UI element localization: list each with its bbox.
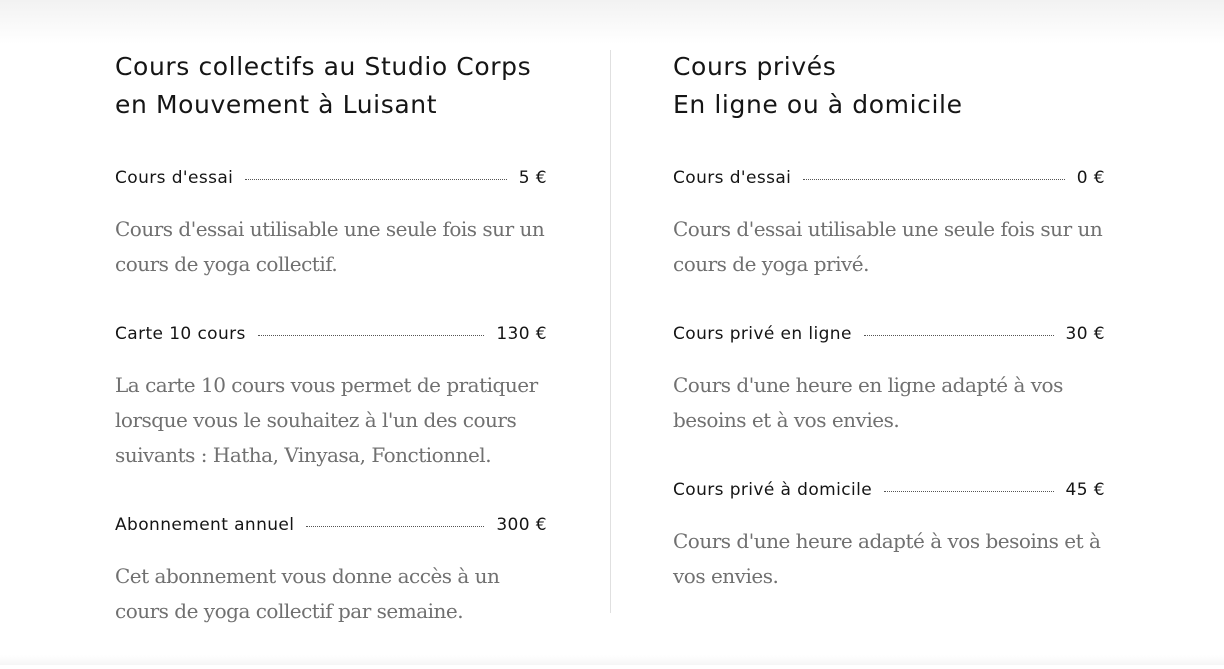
- item-description: Cours d'une heure adapté à vos besoins et à vos envies.: [673, 529, 1101, 588]
- item-price: 300 €: [496, 515, 547, 535]
- dotted-leader: [864, 335, 1054, 336]
- item-description: La carte 10 cours vous permet de pratiquer lorsque vous le souhaitez à l'un des cours suivants : Hatha, Vinyasa, Fonctionnel.: [115, 373, 538, 467]
- private-classes-title: [673, 48, 1105, 124]
- price-item-trial: [115, 166, 547, 282]
- private-classes-column: [673, 48, 1105, 634]
- item-price: 130 €: [496, 324, 547, 344]
- price-item-private-online: [673, 322, 1105, 438]
- price-item-annual: [115, 513, 547, 629]
- price-item-10-class-card: [115, 322, 547, 473]
- item-description: Cours d'une heure en ligne adapté à vos besoins et à vos envies.: [673, 373, 1063, 432]
- price-item-private-home: [673, 478, 1105, 594]
- dotted-leader: [803, 179, 1064, 180]
- dotted-leader: [306, 526, 484, 527]
- item-name: Cours privé en ligne: [673, 324, 852, 344]
- price-item-header: [115, 322, 547, 346]
- item-name: Abonnement annuel: [115, 515, 295, 535]
- group-classes-title: [115, 48, 547, 124]
- item-price: 45 €: [1065, 480, 1105, 500]
- price-item-header: [115, 166, 547, 190]
- column-divider: [610, 50, 611, 613]
- title-line: En ligne ou à domicile: [673, 90, 963, 119]
- price-item-header: [673, 478, 1105, 502]
- item-price: 0 €: [1076, 168, 1105, 188]
- price-item-trial: [673, 166, 1105, 282]
- item-name: Carte 10 cours: [115, 324, 246, 344]
- footer-shadow: [0, 655, 1224, 665]
- item-description: Cet abonnement vous donne accès à un cours de yoga collectif par semaine.: [115, 564, 500, 623]
- price-item-header: [115, 513, 547, 537]
- item-name: Cours privé à domicile: [673, 480, 873, 500]
- group-classes-column: [115, 48, 547, 669]
- dotted-leader: [258, 335, 485, 336]
- dotted-leader: [245, 179, 506, 180]
- price-list: [673, 166, 1105, 594]
- title-line: Cours privés: [673, 52, 837, 81]
- price-list: [115, 166, 547, 629]
- dotted-leader: [884, 491, 1053, 492]
- title-line: Cours collectifs au Studio Corps: [115, 52, 532, 81]
- price-item-header: [673, 322, 1105, 346]
- item-description: Cours d'essai utilisable une seule fois sur un cours de yoga collectif.: [115, 217, 545, 276]
- price-item-header: [673, 166, 1105, 190]
- item-description: Cours d'essai utilisable une seule fois sur un cours de yoga privé.: [673, 217, 1103, 276]
- item-price: 30 €: [1065, 324, 1105, 344]
- title-line: en Mouvement à Luisant: [115, 90, 438, 119]
- item-name: Cours d'essai: [673, 168, 792, 188]
- header-shadow: [0, 0, 1224, 44]
- item-name: Cours d'essai: [115, 168, 234, 188]
- item-price: 5 €: [518, 168, 547, 188]
